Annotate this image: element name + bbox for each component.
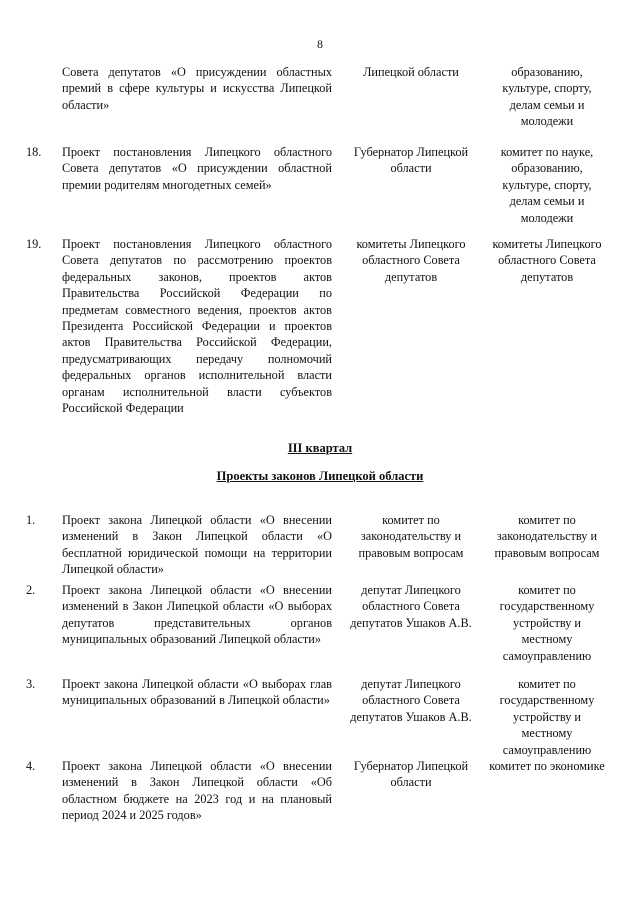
row-initiator: комитеты Липецкого областного Совета депутатов (356, 237, 466, 284)
row-committee: комитет по законодательству и правовым вопросам (494, 513, 600, 560)
row-initiator: Губернатор Липецкой области (353, 145, 469, 176)
row-description: Проект закона Липецкой области «О внесении изменений в Закон Липецкой области «О выборах депутатов представительных органов муниципальных образований Липецкой области» (62, 583, 332, 647)
row-initiator: Губернатор Липецкой области (353, 759, 469, 790)
row-number: 18. (26, 145, 42, 159)
row-description: Совета депутатов «О присуждении областных премий в сфере культуры и искусства Липецкой области» (62, 65, 332, 112)
row-committee: комитет по государственному устройству и местному самоуправлению (499, 677, 595, 757)
row-number: 19. (26, 237, 42, 251)
row-number: 1. (26, 513, 36, 527)
row-description: Проект закона Липецкой области «О внесении изменений в Закон Липецкой области «Об областном бюджете на 2023 год и на плановый период 2024 и 2025 годов» (62, 759, 332, 823)
row-committee: комитет по науке, образованию, культуре, спорту, делам семьи и молодежи (500, 145, 594, 225)
row-number: 2. (26, 583, 36, 597)
row-committee: комитеты Липецкого областного Совета депутатов (492, 237, 602, 284)
row-number: 3. (26, 677, 36, 691)
row-number: 4. (26, 759, 36, 773)
row-initiator: депутат Липецкого областного Совета депутатов Ушаков А.В. (350, 583, 472, 630)
row-description: Проект закона Липецкой области «О выборах глав муниципальных образований в Липецкой области» (62, 677, 332, 708)
row-description: Проект постановления Липецкого областного Совета депутатов по рассмотрению проектов федеральных законов, проектов актов Правительства Российской Федерации по предметам совместного ведения, проектов актов Президента Российской Федерации и проектов актов Правительства Российской Федерации, предусматривающих передачу полномочий федеральных органов исполнительной власти органам исполнительной власти субъектов Российской Федерации (62, 237, 332, 416)
row-initiator: депутат Липецкого областного Совета депутатов Ушаков А.В. (350, 677, 472, 724)
row-description: Проект постановления Липецкого областного Совета депутатов «О присуждении областной премии родителям многодетных семей» (62, 145, 332, 192)
quarter-heading: III квартал (287, 441, 353, 455)
row-committee: комитет по государственному устройству и местному самоуправлению (499, 583, 595, 663)
row-description: Проект закона Липецкой области «О внесении изменений в Закон Липецкой области «О бесплатной юридической помощи на территории Липецкой области» (62, 513, 332, 577)
row-initiator: Липецкой области (363, 65, 459, 79)
row-committee: образованию, культуре, спорту, делам семьи и молодежи (502, 65, 592, 129)
section-heading: Проекты законов Липецкой области (216, 469, 424, 483)
row-initiator: комитет по законодательству и правовым вопросам (358, 513, 464, 560)
row-committee: комитет по экономике (489, 759, 605, 773)
page-number: 8 (317, 37, 323, 51)
